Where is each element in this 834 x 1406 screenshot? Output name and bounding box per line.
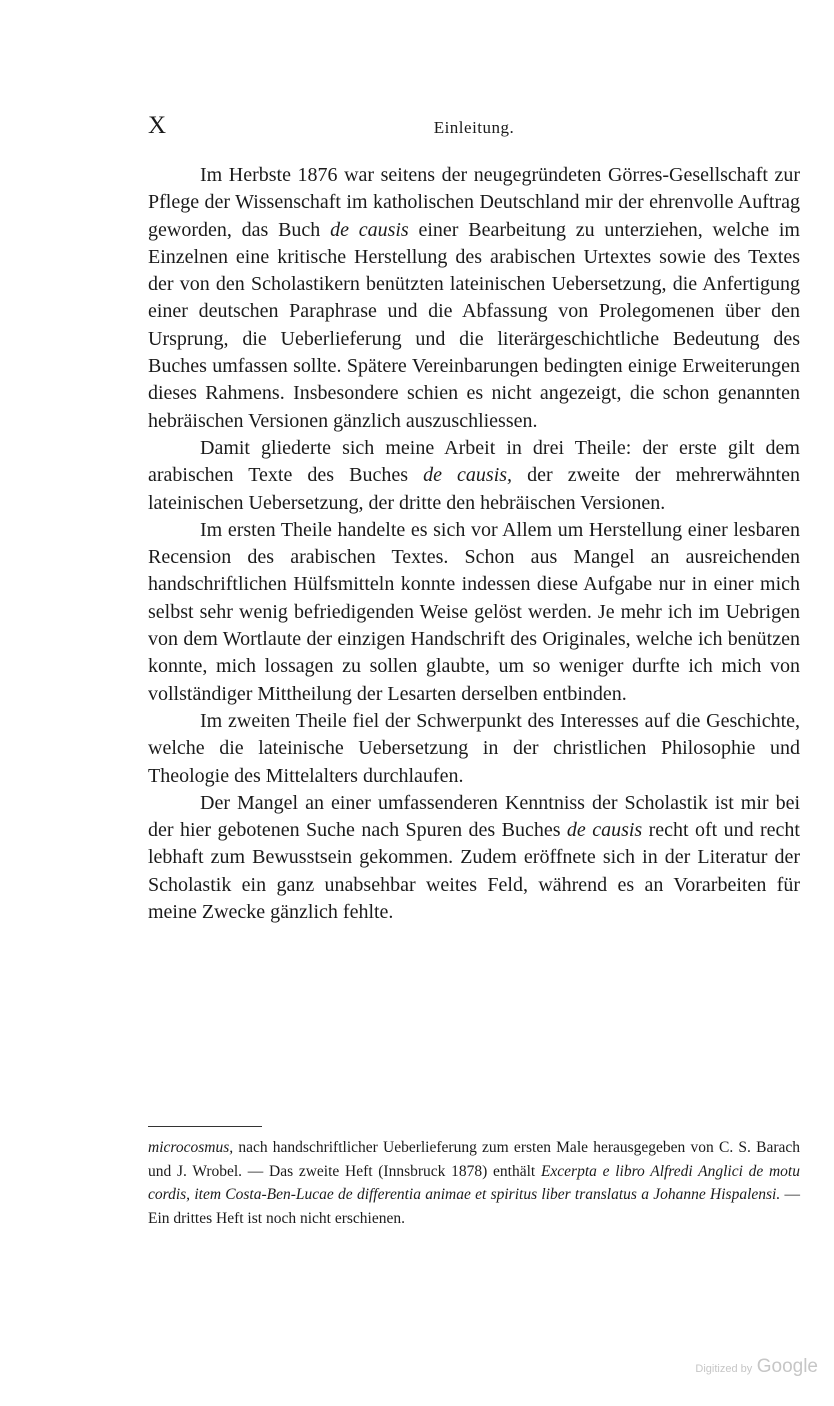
paragraph bbox=[148, 435, 800, 517]
text-run: der zweite der mehrerwähnten lateinischen Uebersetzung, der dritte den hebräischen Versionen. bbox=[148, 464, 800, 514]
italic-text-run: de causis bbox=[566, 819, 643, 842]
italic-text-run: de causis, bbox=[423, 464, 513, 487]
watermark-digitized-label: Digitized by bbox=[695, 1363, 753, 1375]
page-header bbox=[148, 112, 800, 152]
italic-text-run: microcosmus, bbox=[148, 1139, 234, 1156]
text-run: Der Mangel an einer umfassenderen Kenntniss der Scholastik ist mir bei der hier gebotenen Suche nach Spuren des Buches bbox=[148, 791, 800, 842]
text-run: nach handschriftlicher Ueberlieferung zum ersten Male herausgegeben von C. S. Barach und J. Wrobel. — Das zweite Heft (Innsbruck 1878) enthält bbox=[148, 1139, 800, 1180]
text-run: Im ersten Theile handelte es sich vor Allem um Herstellung einer lesbaren Recension des arabischen Textes. Schon aus Mangel an ausreichenden handschriftlichen Hülfsmitteln konnte indessen diese Aufgabe nur in einer mich selbst sehr wenig befriedigenden Weise gelöst werden. Je mehr ich im Uebrigen von dem Wortlaute der einzigen Handschrift des Originales, welche ich benützen konnte, mich lossagen zu sollen glaubte, um so weniger durfte ich mich von vollständiger Mittheilung der Lesarten derselben entbinden. bbox=[148, 518, 800, 705]
text-run: recht oft und recht lebhaft zum Bewusstsein gekommen. Zudem eröffnete sich in der Literatur der Scholastik ein ganz unabsehbar weites Feld, während es an Vorarbeiten für meine Zwecke gänzlich fehlte. bbox=[148, 819, 800, 924]
paragraph bbox=[148, 162, 800, 435]
italic-text-run: de causis bbox=[330, 218, 409, 241]
text-run: — Ein drittes Heft ist noch nicht erschienen. bbox=[148, 1186, 801, 1227]
digitized-by-watermark bbox=[695, 1356, 818, 1378]
footnote-divider bbox=[148, 1126, 262, 1127]
google-logo: Google bbox=[756, 1356, 818, 1377]
paragraph bbox=[148, 517, 800, 708]
page-number: X bbox=[148, 112, 167, 139]
paragraph bbox=[148, 708, 800, 790]
text-run: Damit gliederte sich meine Arbeit in drei Theile: der erste gilt dem arabischen Texte des Buches bbox=[148, 436, 800, 487]
running-head: Einleitung. bbox=[433, 118, 515, 137]
text-run: Im Herbste 1876 war seitens der neugegründeten Görres-Gesellschaft zur Pflege der Wissenschaft im katholischen Deutschland mir der ehrenvolle Auftrag geworden, das Buch bbox=[148, 164, 800, 241]
text-run: Im zweiten Theile fiel der Schwerpunkt des Interesses auf die Geschichte, welche die lateinische Uebersetzung in der christlichen Philosophie und Theologie des Mittelalters durchlaufen. bbox=[148, 709, 800, 787]
footnote bbox=[148, 1136, 800, 1230]
text-run: einer Bearbeitung zu unterziehen, welche im Einzelnen eine kritische Herstellung des arabischen Urtextes sowie des Textes der von den Scholastikern benützten lateinischen Uebersetzung, die Anfertigung einer deutschen Paraphrase und die Abfassung von Prolegomenen über den Ursprung, die Ueberlieferung und die literärgeschichtliche Bedeutung des Buches umfassen sollte. Spätere Vereinbarungen bedingten einige Erweiterungen dieses Rahmens. Insbesondere schien es nicht angezeigt, die schon genannten hebräischen Versionen gänzlich auszuschliessen. bbox=[148, 218, 800, 432]
paragraph bbox=[148, 790, 800, 926]
body-text bbox=[148, 162, 800, 926]
italic-text-run: Excerpta e libro Alfredi Anglici de motu cordis, item Costa-Ben-Lucae de differentia animae et spiritus liber translatus a Johanne Hispalensi. bbox=[148, 1162, 800, 1204]
